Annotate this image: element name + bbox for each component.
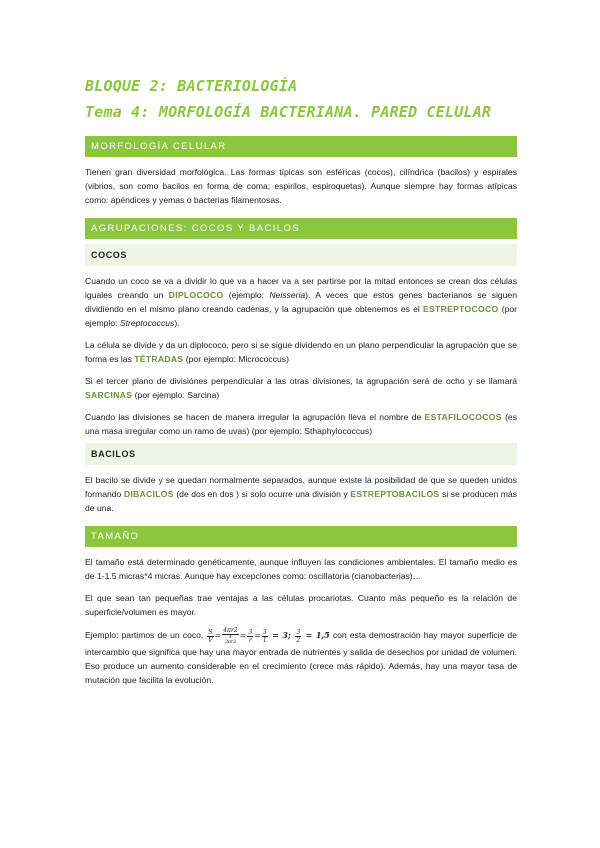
paragraph-bacilos: El bacilo se divide y se quedan normalmente separados, aunque existe la posibilidad de que se queden unidos formando DIBACILOS (de dos en dos ) si solo ocurre una división y ESTREPTOBACILOS si se producen más de una. bbox=[85, 475, 517, 513]
section-header-morfologia: MORFOLOGÍA CELULAR bbox=[85, 136, 517, 157]
document-page bbox=[85, 70, 517, 687]
paragraph-cocos-1: Cuando un coco se va a dividir lo que va a hacer va a ser partirse por la mitad entonces se crean dos células iguales creando un DIPLOCOCO (ejemplo: Neisseria). A veces que estos genes bacterianos se siguen dividiendo en el mismo plano creando cadenas, y la agrupación que obtenemos es el ESTREPTOCOCO (por ejemplo: Streptococcus). bbox=[85, 276, 518, 328]
keyword-dibacilos: DIBACILOS bbox=[123, 489, 174, 499]
paragraph-cocos-3: Si el tercer plano de divisiónes perpendicular a las otras divisiones, la agrupación será de ocho y se llamará SARCINAS (por ejemplo: Sarcina) bbox=[85, 376, 517, 400]
paragraph-tamano-3: Ejemplo: partimos de un coco, $\frac{S}{V}$ = 4πr2 4 3πr3 = $\frac{3}{r}$ = $\frac{3}{1}$ = 3; $\frac{3}{2}$ = 1,5 con esta demostración hay mayor superficie de intercambio que significa que hay una mayor entrada de nutrientes y salida de desechos por unidad de volumen. Eso produce un aumento considerable en el crecimiento (crece más rápido). Además, hay una mayor tasa de mutación que facilita la evolución. bbox=[85, 627, 517, 685]
keyword-tetradas: TÉTRADAS bbox=[134, 354, 184, 364]
paragraph-morfologia: Tienen gran diversidad morfológica. Las formas típicas son esféricas (cocos), cilíndrica (bacilos) y espirales (vibrios, son como bacilos en forma de coma; espirilos, espiroquetas). Aunque siempre hay formas atípicas como: apéndices y yemas o bacterias filamentosas. bbox=[85, 167, 517, 205]
keyword-estreptococo: ESTREPTOCOCO bbox=[422, 304, 499, 314]
subsection-header-cocos: COCOS bbox=[85, 244, 517, 266]
paragraph-tamano-1: El tamaño está determinado genéticamente, aunque influyen las condiciones ambientales. El tamaño medio es de 1-1.5 micras*4 micras. Aunque hay excepciones como: oscillatoria (cianobacterias)… bbox=[85, 557, 517, 581]
section-header-agrupaciones: AGRUPACIONES: COCOS Y BACILOS bbox=[85, 218, 517, 239]
keyword-sarcinas: SARCINAS bbox=[85, 390, 133, 400]
keyword-diplococo: DIPLOCOCO bbox=[168, 290, 224, 300]
subsection-header-bacilos: BACILOS bbox=[85, 443, 517, 465]
paragraph-cocos-2: La célula se divide y da un diplococo, pero si se sigue dividendo en un plano perpendicular la agrupación que se forma es las TÉTRADAS (por ejemplo: Micrococcus) bbox=[85, 340, 517, 364]
paragraph-tamano-2: El que sean tan pequeñas trae ventajas a las células procariotas. Cuanto más pequeño es la relación de superficie/volumen es mayor. bbox=[85, 593, 517, 617]
keyword-estafilococos: ESTAFILOCOCOS bbox=[424, 412, 502, 422]
topic-title: Tema 4: MORFOLOGÍA BACTERIANA. PARED CELULAR bbox=[85, 103, 492, 121]
section-header-tamano: TAMAÑO bbox=[85, 526, 517, 547]
keyword-estreptobacilos: ESTREPTOBACILOS bbox=[350, 489, 440, 499]
surface-volume-formula: $\frac{S}{V}$ = 4πr2 4 3πr3 = $\frac{3}{r}$ = $\frac{3}{1}$ = 3; $\frac{3}{2}$ = 1,5 bbox=[208, 627, 330, 645]
block-title: BLOQUE 2: BACTERIOLOGÍA bbox=[85, 77, 298, 95]
paragraph-cocos-4: Cuando las divisiones se hacen de manera irregular la agrupación lleva el nombre de ESTAFILOCOCOS (es una masa irregular como un ramo de uvas) (por ejemplo: Sthaphylococcus) bbox=[85, 412, 518, 436]
